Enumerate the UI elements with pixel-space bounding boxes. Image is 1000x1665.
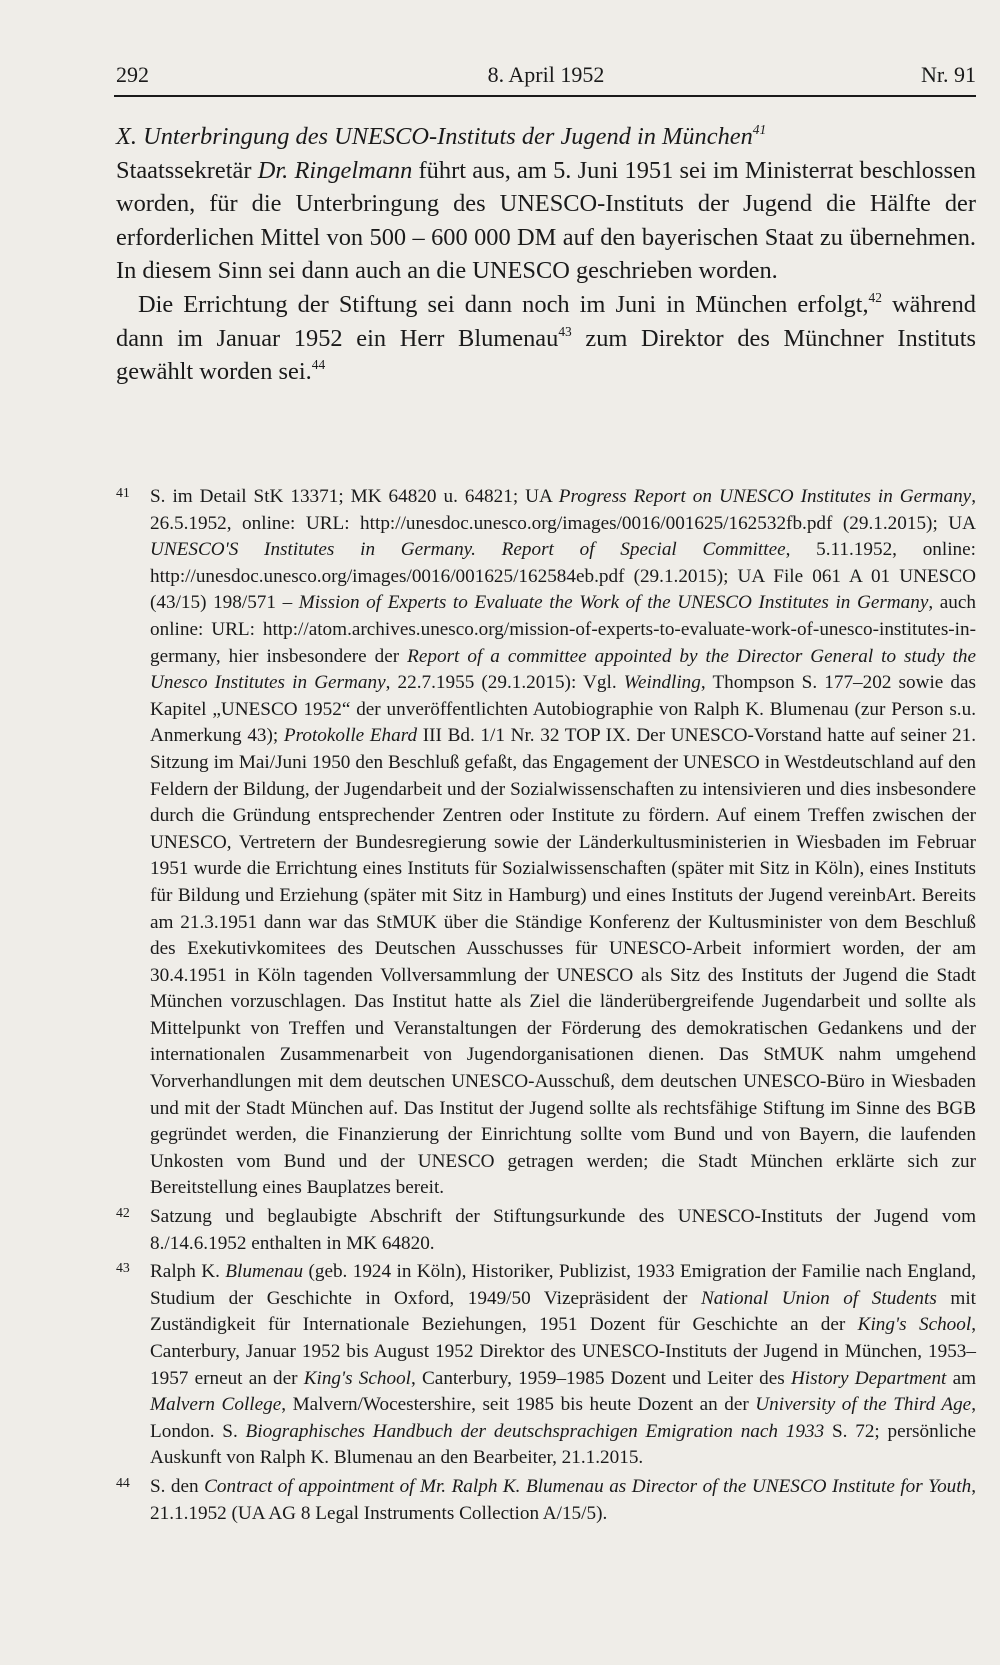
- footnote-italic: Biographisches Handbuch der deutschsprachigen Emigration nach 1933: [245, 1420, 825, 1442]
- running-header: [116, 62, 976, 98]
- footnote-italic: King's School: [857, 1314, 972, 1336]
- footnote-text: S. den: [150, 1475, 205, 1497]
- footnote-41: [116, 484, 976, 1202]
- header-date: 8. April 1952: [487, 62, 605, 87]
- footnote-number: 42: [116, 1205, 130, 1221]
- footnotes: [116, 484, 976, 1529]
- footnote-italic: Progress Report on UNESCO Institutes in Germany: [558, 486, 972, 507]
- footnote-italic: University of the Third Age: [755, 1394, 972, 1416]
- paragraph-2-text-c: zum Direktor des Münchner Instituts gewählt worden sei.: [116, 324, 977, 386]
- footnote-ref-41: 41: [752, 121, 767, 137]
- footnote-42: [116, 1204, 976, 1257]
- footnote-italic: History Department: [790, 1367, 947, 1389]
- person-name: Dr. Ringelmann: [257, 156, 413, 184]
- footnote-number: 41: [116, 485, 130, 500]
- paragraph-1-text-b: führt aus, am 5. Juni 1951 sei im Ministerrat beschlossen worden, für die Unterbringung des UNESCO-Instituts der Jugend die Hälfte der erforderlichen Mittel von 500 – 600 000 DM auf den bayerischen Staat zu übernehmen. In diesem Sinn sei dann auch an die UNESCO geschrieben worden.: [116, 156, 977, 285]
- footnote-text: , 21.1.1952 (UA AG 8 Legal Instruments Collection A/15/5).: [150, 1475, 976, 1524]
- header-rule: [114, 95, 976, 97]
- footnote-text: , Malvern/Wocestershire, seit 1985 bis heute Dozent an der: [281, 1394, 756, 1416]
- footnote-text: , London. S.: [150, 1394, 976, 1442]
- footnote-text: , Canterbury, 1959–1985 Dozent und Leiter des: [411, 1367, 791, 1389]
- footnote-text: III Bd. 1/1 Nr. 32 TOP IX. Der UNESCO-Vorstand hatte auf seiner 21. Sitzung im Mai/Juni 1950 den Beschluß gefaßt, das Engagement der UNESCO in Westdeutschland auf den Feldern der Bildung, der Jugendarbeit und der Sozialwissenschaften zu intensivieren und dies insbesondere durch die Gründung entsprechender Zentren oder Institute zu fördern. Auf einem Treffen zwischen der UNESCO, Vertretern der Bundesregierung sowie der Länderkultusministerien in Wiesbaden im Februar 1951 wurde die Errichtung eines Instituts für Sozialwissenschaften (später mit Sitz in Köln), eines Instituts für Bildung und Erziehung (später mit Sitz in Hamburg) und eines Instituts der Jugend vereinbArt. Bereits am 21.3.1951 dann war das StMUK über die Ständige Konferenz der Kultusminister von dem Beschluß des Exekutivkomitees des Deutschen Ausschusses für UNESCO-Arbeit informiert worden, der am 30.4.1951 in Köln tagenden Vollversammlung der UNESCO als Sitz des Instituts der Jugend die Stadt München vorzuschlagen. Das Institut hatte als Ziel die länderübergreifende Jugendarbeit und sollte als Mittelpunkt von Treffen und Veranstaltungen der Förderung des demokratischen Gedankens und der internationalen Zusammenarbeit von Jugendorganisationen dienen. Das StMUK nahm umgehend Vorverhandlungen mit dem deutschen UNESCO-Ausschuß, dem deutschen UNESCO-Büro in Wiesbaden und mit der Stadt München auf. Das Institut der Jugend sollte als rechtsfähige Stiftung im Sinne des BGB gegründet werden, die Finanzierung der Einrichtung sollte vom Bund und von Bayern, die laufenden Unkosten vom Bund und der UNESCO getragen werden; die Stadt München erklärte sich zur Bereitstellung eines Bauplatzes bereit.: [150, 725, 976, 1199]
- footnote-text: , auch online: URL: http://atom.archives.unesco.org/mission-of-experts-to-evaluate-work-of-unesco-institutes-in-germany, hier insbesondere der: [150, 592, 976, 667]
- paragraph-2: [116, 288, 976, 389]
- footnote-italic: Blumenau: [225, 1261, 304, 1283]
- footnote-number: 44: [116, 1474, 130, 1490]
- paragraph-1: [116, 154, 976, 288]
- footnote-italic: Contract of appointment of Mr. Ralph K. Blumenau as Director of the UNESCO Institute for Youth: [204, 1475, 972, 1497]
- footnote-text: Satzung und beglaubigte Abschrift der Stiftungsurkunde des UNESCO-Instituts der Jugend vom 8./14.6.1952 enthalten in MK 64820.: [150, 1206, 976, 1254]
- footnote-text: (geb. 1924 in Köln), Historiker, Publizist, 1933 Emigration der Familie nach England, Studium der Geschichte in Oxford, 1949/50 Vizepräsident der: [150, 1261, 976, 1309]
- footnote-text: , 5.11.1952, online: http://unesdoc.unesco.org/images/0016/001625/162584eb.pdf (29.1.2015); UA File 061 A 01 UNESCO (43/15) 198/571 –: [150, 539, 976, 614]
- page-number: 292: [116, 62, 149, 87]
- document-number: Nr. 91: [921, 62, 976, 87]
- footnote-italic: National Union of Students: [701, 1287, 937, 1309]
- footnote-italic: King's School: [303, 1367, 412, 1389]
- paragraph-2-text-a: Die Errichtung der Stiftung sei dann noch im Juni in München erfolgt,: [138, 290, 869, 318]
- footnote-text: S. 72; persönliche Auskunft von Ralph K. Blumenau an den Bearbeiter, 21.1.2015.: [150, 1420, 976, 1469]
- footnote-italic: Weindling: [623, 672, 701, 694]
- footnote-italic: Report of a committee appointed by the Director General to study the Unesco Institutes in Germany: [150, 645, 976, 694]
- footnote-italic: Protokolle Ehard: [283, 725, 418, 747]
- paragraph-2-text-b: während dann im Januar 1952 ein Herr Blumenau: [116, 290, 976, 352]
- footnote-text: , 22.7.1955 (29.1.2015): Vgl.: [385, 672, 624, 694]
- footnote-text: , Thompson S. 177–202 sowie das Kapitel „UNESCO 1952“ der unveröffentlichten Autobiographie von Ralph K. Blumenau (zur Person s.u. Anmerkung 43);: [150, 672, 977, 747]
- footnote-italic: Malvern College: [150, 1394, 282, 1416]
- section-heading: [116, 120, 976, 154]
- footnote-text: , Canterbury, Januar 1952 bis August 1952 Direktor des UNESCO-Instituts der Jugend in München, 1953–1957 erneut an der: [150, 1314, 976, 1389]
- footnote-43: [116, 1259, 976, 1472]
- footnote-text: mit Zuständigkeit für Internationale Beziehungen, 1951 Dozent für Geschichte an der: [150, 1287, 976, 1336]
- main-text: [116, 120, 976, 389]
- footnote-ref-43: 43: [558, 323, 572, 339]
- footnote-ref-44: 44: [311, 357, 326, 373]
- footnote-italic: Mission of Experts to Evaluate the Work of the UNESCO Institutes in Germany: [298, 592, 929, 614]
- footnote-44: [116, 1474, 976, 1527]
- footnote-italic: UNESCO'S Institutes in Germany. Report of Special Committee: [150, 539, 786, 561]
- footnote-text: am: [946, 1367, 977, 1389]
- footnote-ref-42: 42: [868, 289, 882, 305]
- footnote-text: , 26.5.1952, online: URL: http://unesdoc.unesco.org/images/0016/001625/162532fb.pdf (29.1.2015); UA: [150, 486, 976, 534]
- footnote-text: Ralph K.: [150, 1261, 226, 1283]
- footnote-text: S. im Detail StK 13371; MK 64820 u. 64821; UA: [150, 486, 559, 507]
- footnote-number: 43: [116, 1260, 130, 1276]
- section-heading-text: X. Unterbringung des UNESCO-Instituts der Jugend in München: [116, 123, 753, 150]
- paragraph-1-text-a: Staatssekretär: [116, 156, 258, 184]
